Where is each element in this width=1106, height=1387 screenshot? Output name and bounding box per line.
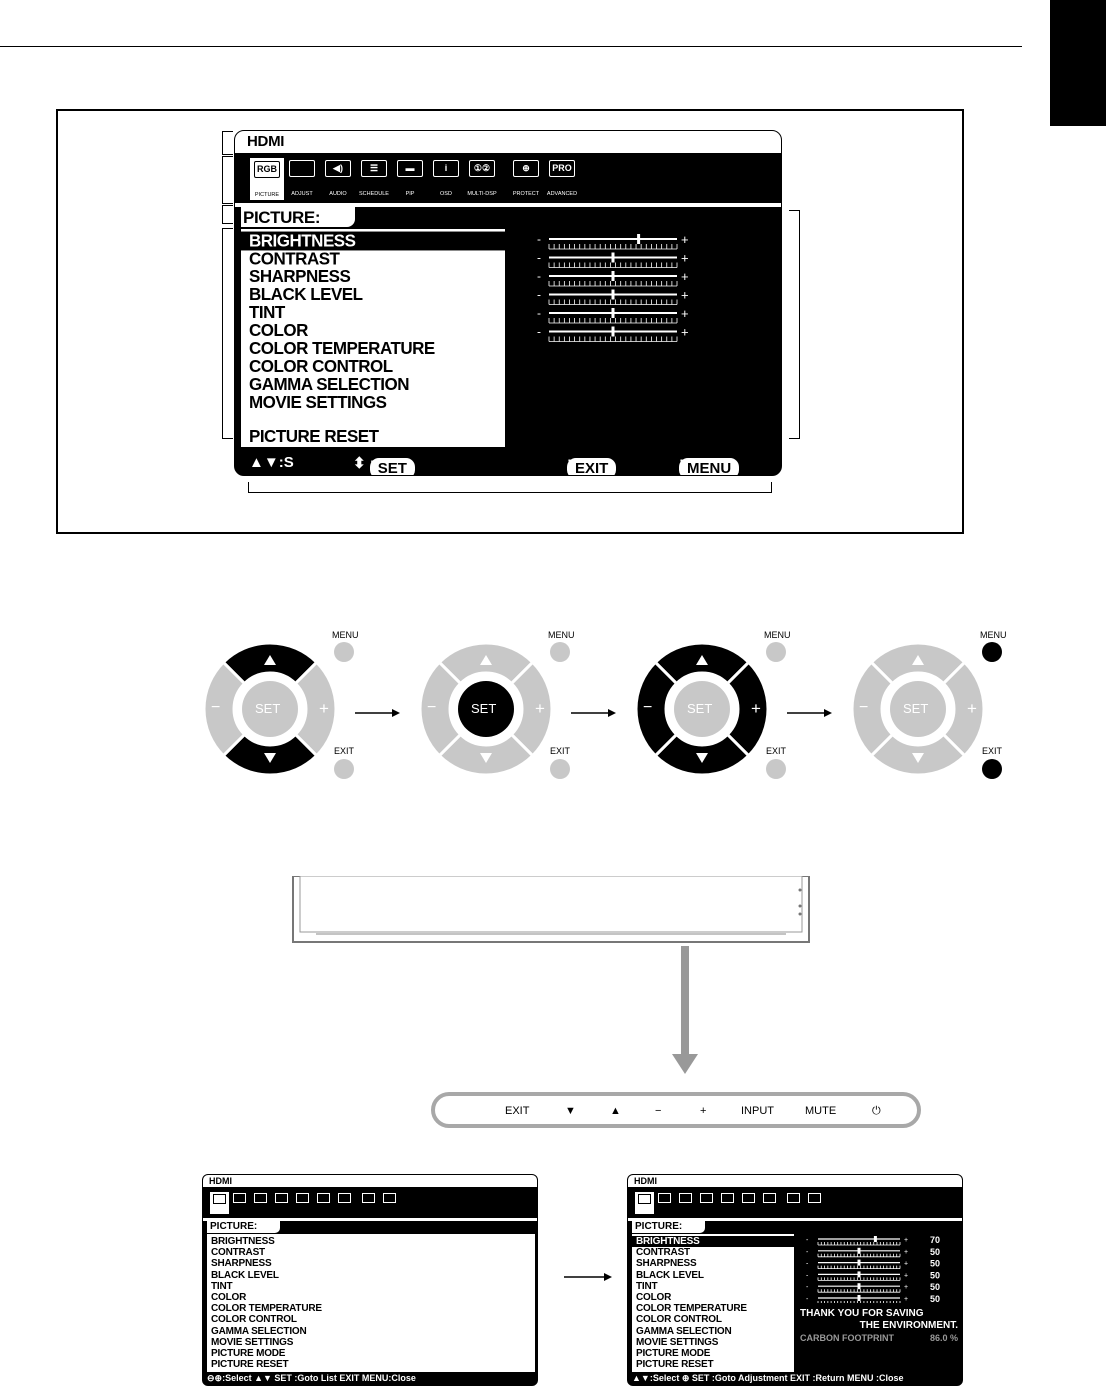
slider-plus: + (681, 232, 689, 247)
audio-icon (254, 1193, 267, 1203)
slider-minus: - (806, 1272, 809, 1280)
small-slider-value: 50 (930, 1258, 941, 1269)
small-right-icon-multi-dsp[interactable] (760, 1191, 779, 1213)
dpad-arrows (0, 699, 1106, 729)
small-slider-value: 50 (930, 1282, 941, 1293)
osd-adjust-panel (507, 209, 782, 447)
osd-main (234, 130, 782, 476)
osd-icon-label: SCHEDULE (359, 191, 389, 197)
exit-button[interactable] (334, 759, 354, 779)
slider-plus: + (904, 1296, 909, 1303)
callout-arrow-head (672, 1054, 698, 1074)
monitor-sensor-dot (799, 889, 802, 892)
menu-item-color-temperature[interactable]: COLOR TEMPERATURE (211, 1303, 322, 1315)
monitor-sensor-dot (799, 913, 802, 916)
adjust-icon (233, 1193, 246, 1203)
small-slider-3[interactable] (806, 1271, 908, 1280)
slider-plus: + (904, 1260, 909, 1268)
slider-knob[interactable] (858, 1271, 861, 1277)
menu-button-label: MENU (764, 630, 791, 640)
multi-dsp-icon (763, 1193, 776, 1203)
dpad-minus-label: − (211, 699, 221, 716)
menu-item-color[interactable]: COLOR (636, 1292, 672, 1303)
protect-icon (787, 1193, 800, 1203)
schedule-icon: ☰ (361, 160, 387, 177)
osd-icon-audio[interactable] (321, 157, 355, 199)
small-right-icon-advanced[interactable] (805, 1191, 824, 1213)
menu-item-black-level[interactable]: BLACK LEVEL (636, 1269, 704, 1281)
slider-knob[interactable] (858, 1260, 861, 1266)
exit-button-label: EXIT (766, 746, 787, 756)
slider-plus: + (681, 324, 689, 340)
slider-brightness[interactable] (537, 232, 689, 249)
monitor-bottom-illustration (292, 876, 812, 1126)
slider-minus: - (806, 1260, 809, 1268)
menu-button[interactable] (550, 642, 570, 662)
small-left-icon-pip[interactable] (293, 1191, 312, 1213)
small-right-category: PICTURE: (632, 1221, 705, 1233)
small-left-category: PICTURE: (207, 1221, 280, 1233)
bracket-title (222, 131, 233, 155)
osd-icon-multi-dsp[interactable] (465, 157, 499, 199)
slider-plus: + (681, 306, 689, 321)
header-rule (0, 46, 1022, 47)
adjust-icon (658, 1193, 671, 1203)
slider-minus: - (537, 232, 541, 246)
slider-sharpness[interactable] (537, 269, 689, 286)
menu-item-picture-reset[interactable]: PICTURE RESET (249, 426, 379, 447)
picture-icon: RGB (254, 161, 280, 178)
small-left-icon-picture[interactable] (209, 1191, 230, 1215)
slider-minus: - (806, 1296, 809, 1303)
menu-button[interactable] (334, 642, 354, 662)
menu-item-color-control[interactable]: COLOR CONTROL (249, 356, 393, 377)
small-right-icon-schedule[interactable] (697, 1191, 716, 1213)
section-tab-marker (1050, 0, 1106, 126)
slider-plus: + (904, 1237, 909, 1244)
small-right-icon-adjust[interactable] (655, 1191, 674, 1213)
osd-icon-osd[interactable] (429, 157, 463, 199)
small-left-item-list (207, 1234, 535, 1373)
small-slider-0[interactable] (806, 1236, 908, 1245)
footer-menu-pill: MENU (679, 458, 739, 476)
arrow-2 (571, 709, 616, 717)
menu-item-brightness[interactable]: BRIGHTNESS (241, 232, 507, 251)
menu-item-brightness[interactable]: BRIGHTNESS (211, 1236, 275, 1247)
slider-plus: + (681, 269, 689, 284)
slider-minus: - (537, 287, 541, 302)
small-right-sliders (794, 1223, 962, 1303)
small-left-footer: ⊖⊕:Select ▲▼ SET :Goto List EXIT MENU:Close (203, 1372, 537, 1385)
slider-knob[interactable] (612, 308, 615, 318)
small-right-icon-pip[interactable] (718, 1191, 737, 1213)
slider-color[interactable] (537, 325, 689, 342)
bracket-footer (248, 482, 772, 493)
advanced-icon: PRO (549, 160, 575, 177)
exit-button-label: EXIT (334, 746, 355, 756)
protect-icon: ⊕ (513, 160, 539, 177)
advanced-icon (383, 1193, 396, 1203)
menu-item-contrast[interactable]: CONTRAST (211, 1247, 265, 1259)
dpad-plus-label: + (751, 699, 761, 718)
small-right-icon-osd[interactable] (739, 1191, 758, 1213)
osd-icon-label: AUDIO (329, 191, 347, 197)
menu-item-color-temperature[interactable]: COLOR TEMPERATURE (636, 1303, 747, 1315)
osd-icon-label: ADJUST (291, 191, 313, 197)
dpad-set-label: SET (471, 701, 497, 716)
osd-icon-adjust[interactable] (285, 157, 319, 199)
slider-black-level[interactable] (537, 288, 689, 305)
menu-item-tint[interactable]: TINT (636, 1280, 658, 1292)
menu-item-gamma-selection[interactable]: GAMMA SELECTION (636, 1325, 732, 1337)
slider-knob[interactable] (612, 271, 615, 281)
monitor-sensor-dot (799, 905, 802, 908)
key-power[interactable]: ⏻ (872, 1105, 881, 1117)
small-right-footer: ▲▼:Select ⊕ SET :Goto Adjustment EXIT :Return MENU :Close (628, 1372, 962, 1385)
dpad-minus-label: − (643, 699, 653, 716)
small-slider-1[interactable] (806, 1248, 908, 1257)
slider-plus: + (681, 287, 689, 303)
slider-knob[interactable] (612, 290, 615, 300)
bracket-adjust (789, 210, 800, 439)
picture-icon (213, 1194, 226, 1204)
menu-item-gamma-selection[interactable]: GAMMA SELECTION (211, 1325, 307, 1337)
exit-button-label: EXIT (550, 746, 571, 756)
carbon-footprint-value: 86.0 % (929, 1333, 958, 1343)
menu-item-sharpness[interactable]: SHARPNESS (211, 1258, 272, 1270)
menu-item-tint[interactable]: TINT (211, 1280, 233, 1292)
exit-button[interactable] (550, 759, 570, 779)
dpad-plus-label: + (535, 699, 545, 718)
menu-item-sharpness[interactable]: SHARPNESS (249, 266, 351, 287)
dpad-set-label: SET (903, 701, 929, 716)
dpad-plus-label: + (967, 699, 977, 718)
osd-icon (742, 1193, 755, 1203)
footer-exit-group (567, 454, 609, 476)
osd-icon: i (433, 160, 459, 177)
footer-set-group (353, 454, 407, 476)
slider-knob[interactable] (637, 234, 640, 244)
osd-input-name: HDMI (247, 133, 285, 150)
dpad-set-label: SET (687, 701, 713, 716)
osd-icon-label: MULTI-DSP (467, 191, 497, 197)
osd-icon-label: PROTECT (512, 191, 540, 197)
bracket-list (222, 228, 233, 439)
osd-title-bar (235, 131, 781, 153)
audio-icon: ◀) (325, 160, 351, 177)
osd-icon-protect[interactable] (509, 157, 543, 199)
menu-button[interactable] (982, 642, 1002, 662)
osd-item-list (241, 229, 505, 447)
small-left-icon-audio[interactable] (251, 1191, 270, 1213)
osd-small-left (202, 1174, 538, 1386)
slider-minus: - (806, 1237, 809, 1244)
small-left-input-name: HDMI (203, 1175, 537, 1187)
small-left-icon-osd[interactable] (314, 1191, 333, 1213)
small-left-icon-protect[interactable] (359, 1191, 378, 1213)
menu-item-contrast[interactable]: CONTRAST (249, 248, 340, 269)
slider-plus: + (681, 250, 689, 266)
menu-item-color-control[interactable]: COLOR CONTROL (636, 1314, 722, 1326)
key-plus[interactable]: + (700, 1105, 707, 1117)
footer-menu-group (679, 454, 732, 476)
eco-message-1: THANK YOU FOR SAVING (800, 1308, 924, 1319)
osd-icon-label: OSD (440, 191, 452, 197)
dpad-minus-label: − (859, 699, 869, 716)
menu-item-contrast[interactable]: CONTRAST (636, 1247, 690, 1259)
arrow-3 (787, 709, 832, 717)
slider-tint[interactable] (537, 306, 689, 323)
slider-contrast[interactable] (537, 251, 689, 268)
small-right-adjust-panel (794, 1223, 962, 1373)
schedule-icon (700, 1193, 713, 1203)
small-slider-value: 50 (930, 1246, 941, 1257)
menu-item-tint[interactable]: TINT (249, 302, 285, 323)
key-mute[interactable]: MUTE (805, 1105, 837, 1117)
osd-icon-label: ADVANCED (546, 191, 578, 197)
slider-plus: + (904, 1272, 909, 1280)
keypad-strip (431, 1092, 921, 1128)
small-slider-5[interactable] (806, 1295, 908, 1303)
menu-item-movie-settings[interactable]: MOVIE SETTINGS (636, 1336, 719, 1348)
picture-icon (638, 1194, 651, 1204)
footer-exit-pill: EXIT (567, 458, 616, 476)
small-slider-value: 50 (930, 1294, 941, 1303)
slider-minus: - (806, 1248, 809, 1256)
small-left-icon-multi-dsp[interactable] (335, 1191, 354, 1213)
bracket-category (222, 205, 233, 224)
small-osd-arrow (562, 1270, 622, 1284)
slider-knob[interactable] (612, 253, 615, 263)
advanced-icon (808, 1193, 821, 1203)
menu-button-label: MENU (332, 630, 359, 640)
small-slider-4[interactable] (806, 1283, 908, 1292)
menu-item-color-control[interactable]: COLOR CONTROL (211, 1314, 297, 1326)
small-left-icon-advanced[interactable] (380, 1191, 399, 1213)
menu-item-black-level[interactable]: BLACK LEVEL (211, 1269, 279, 1281)
menu-item-movie-settings[interactable]: MOVIE SETTINGS (249, 392, 387, 413)
osd-icon-label: PIP (405, 191, 415, 197)
menu-item-gamma-selection[interactable]: GAMMA SELECTION (249, 374, 409, 395)
small-slider-value: 70 (930, 1235, 941, 1245)
osd-sliders (507, 209, 782, 447)
small-left-icon-adjust[interactable] (230, 1191, 249, 1213)
osd-icon-advanced[interactable] (545, 157, 579, 199)
menu-item-picture-reset[interactable]: PICTURE RESET (211, 1359, 289, 1371)
exit-button[interactable] (982, 759, 1002, 779)
slider-knob[interactable] (858, 1295, 861, 1301)
slider-minus: - (537, 250, 541, 265)
dpad-set-label: SET (255, 701, 281, 716)
slider-knob[interactable] (874, 1236, 877, 1242)
adjust-icon (289, 160, 315, 177)
small-left-icon-schedule[interactable] (272, 1191, 291, 1213)
key-minus[interactable]: − (655, 1105, 662, 1117)
multi-dsp-icon: ①② (469, 160, 495, 177)
monitor-screen-edge (300, 876, 802, 932)
slider-knob[interactable] (858, 1248, 861, 1254)
audio-icon (679, 1193, 692, 1203)
small-right-item-list (632, 1234, 794, 1373)
slider-knob[interactable] (612, 327, 615, 337)
protect-icon (362, 1193, 375, 1203)
small-right-input-name: HDMI (628, 1175, 962, 1187)
slider-plus: + (904, 1284, 909, 1292)
schedule-icon (275, 1193, 288, 1203)
menu-item-picture-mode[interactable]: PICTURE MODE (211, 1348, 286, 1359)
slider-plus: + (904, 1248, 909, 1256)
slider-minus: - (537, 306, 541, 320)
menu-item-picture-mode[interactable]: PICTURE MODE (636, 1348, 711, 1359)
menu-item-brightness[interactable]: BRIGHTNESS (632, 1236, 794, 1247)
pip-icon (296, 1193, 309, 1203)
menu-item-color-temperature[interactable]: COLOR TEMPERATURE (249, 338, 435, 359)
menu-button-label: MENU (980, 630, 1007, 640)
footer-set-pill: SET (370, 458, 415, 476)
footer-select-keys: ▲▼:S (249, 454, 294, 471)
slider-minus: - (537, 324, 541, 339)
key-input[interactable]: INPUT (741, 1105, 774, 1117)
osd-category-label: PICTURE: (243, 208, 321, 227)
multi-dsp-icon (338, 1193, 351, 1203)
small-slider-2[interactable] (806, 1260, 908, 1269)
slider-minus: - (537, 269, 541, 283)
slider-minus: - (806, 1284, 809, 1292)
key-up[interactable]: ▲ (610, 1105, 621, 1117)
osd-icon-pip[interactable] (393, 157, 427, 199)
osd-icon-picture[interactable] (249, 157, 285, 201)
key-exit[interactable]: EXIT (505, 1105, 530, 1117)
arrow-1 (355, 709, 400, 717)
slider-knob[interactable] (858, 1283, 861, 1289)
osd-icon-schedule[interactable] (357, 157, 391, 199)
menu-button-label: MENU (548, 630, 575, 640)
menu-item-black-level[interactable]: BLACK LEVEL (249, 284, 363, 305)
small-slider-value: 50 (930, 1270, 941, 1281)
menu-item-picture-reset[interactable]: PICTURE RESET (636, 1359, 714, 1371)
menu-button[interactable] (766, 642, 786, 662)
osd-icon (317, 1193, 330, 1203)
osd-icon-label: PICTURE (254, 192, 280, 198)
menu-item-movie-settings[interactable]: MOVIE SETTINGS (211, 1336, 294, 1348)
osd-icon-bar (249, 157, 589, 199)
menu-item-color[interactable]: COLOR (249, 320, 308, 341)
footer-set-arrow-icon: ⬍ (353, 455, 366, 472)
exit-button[interactable] (766, 759, 786, 779)
carbon-footprint-label: CARBON FOOTPRINT (800, 1333, 894, 1343)
pip-icon (721, 1193, 734, 1203)
osd-small-right (627, 1174, 963, 1386)
osd-footer (235, 450, 781, 476)
bracket-icons (222, 156, 233, 204)
dpad-plus-label: + (319, 699, 329, 718)
pip-icon: ▬ (397, 160, 423, 177)
eco-message-2: THE ENVIRONMENT. (859, 1320, 958, 1331)
small-right-icon-picture[interactable] (634, 1191, 655, 1215)
dpad-minus-label: − (427, 699, 437, 716)
menu-item-color[interactable]: COLOR (211, 1292, 247, 1303)
small-right-icon-protect[interactable] (784, 1191, 803, 1213)
exit-button-label: EXIT (982, 746, 1003, 756)
key-down[interactable]: ▼ (565, 1105, 576, 1117)
small-right-icon-audio[interactable] (676, 1191, 695, 1213)
menu-item-sharpness[interactable]: SHARPNESS (636, 1258, 697, 1270)
